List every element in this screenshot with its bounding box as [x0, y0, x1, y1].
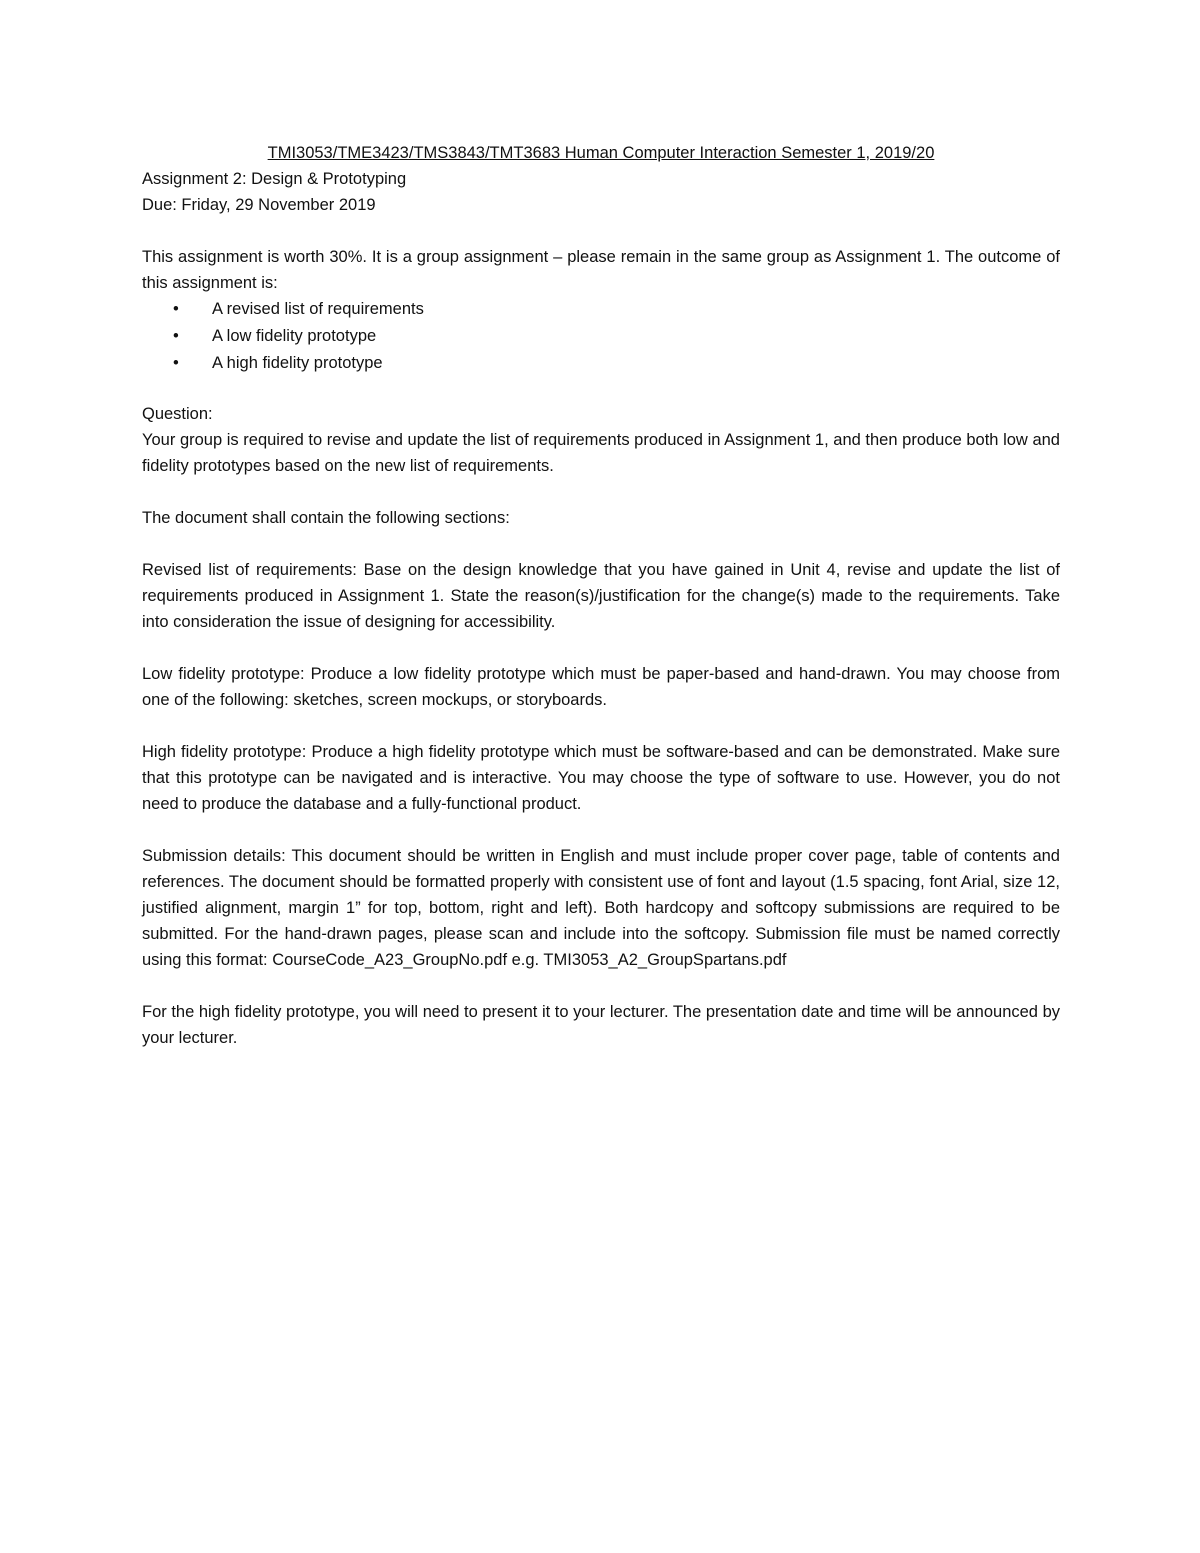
- spacer: [142, 713, 1060, 739]
- intro-paragraph: This assignment is worth 30%. It is a group assignment – please remain in the same group as Assignment 1. The outcome of this assignment is:: [142, 248, 1060, 292]
- spacer: [142, 635, 1060, 661]
- due-date: Due: Friday, 29 November 2019: [142, 196, 376, 214]
- sections-intro: The document shall contain the following sections:: [142, 509, 510, 527]
- bullet-icon: •: [173, 300, 179, 318]
- list-item: [142, 296, 1060, 323]
- high-fidelity-paragraph: High fidelity prototype: Produce a high fidelity prototype which must be software-based and can be demonstrated. Make sure that this prototype can be navigated and is interactive. You may choose the type of software to use. However, you do not need to produce the database and a fully-functional product.: [142, 743, 1060, 813]
- assignment-label: Assignment 2: Design & Prototyping: [142, 170, 407, 188]
- low-fidelity-paragraph: Low fidelity prototype: Produce a low fidelity prototype which must be paper-based and hand-drawn. You may choose from one of the following: sketches, screen mockups, or storyboards.: [142, 665, 1060, 709]
- bullet-icon: •: [173, 327, 179, 345]
- submission-details-paragraph: Submission details: This document should be written in English and must include proper cover page, table of contents and references. The document should be formatted properly with consistent use of font and layout (1.5 spacing, font Arial, size 12, justified alignment, margin 1” for top, bottom, right and left). Both hardcopy and softcopy submissions are required to be submitted. For the hand-drawn pages, please scan and include into the softcopy. Submission file must be named correctly using this format: CourseCode_A23_GroupNo.pdf e.g. TMI3053_A2_GroupSpartans.pdf: [142, 847, 1060, 969]
- spacer: [142, 479, 1060, 505]
- revised-requirements-paragraph: Revised list of requirements: Base on the design knowledge that you have gained in Unit 4, revise and update the list of requirements produced in Assignment 1. State the reason(s)/justification for the change(s) made to the requirements. Take into consideration the issue of designing for accessibility.: [142, 561, 1060, 631]
- spacer: [142, 377, 1060, 401]
- question-paragraph: Your group is required to revise and update the list of requirements produced in Assignment 1, and then produce both low and fidelity prototypes based on the new list of requirements.: [142, 431, 1060, 475]
- spacer: [142, 817, 1060, 843]
- spacer: [142, 218, 1060, 244]
- document-page: [142, 140, 1060, 1051]
- spacer: [142, 973, 1060, 999]
- closing-paragraph: For the high fidelity prototype, you will need to present it to your lecturer. The presentation date and time will be announced by your lecturer.: [142, 1003, 1060, 1047]
- list-item-text: A revised list of requirements: [212, 300, 424, 318]
- outcome-list: [142, 296, 1060, 377]
- list-item-text: A high fidelity prototype: [212, 354, 383, 372]
- list-item-text: A low fidelity prototype: [212, 327, 377, 345]
- list-item: [142, 323, 1060, 350]
- bullet-icon: •: [173, 354, 179, 372]
- question-heading: Question:: [142, 405, 213, 423]
- document-title: TMI3053/TME3423/TMS3843/TMT3683 Human Computer Interaction Semester 1, 2019/20: [267, 144, 935, 162]
- spacer: [142, 531, 1060, 557]
- list-item: [142, 350, 1060, 377]
